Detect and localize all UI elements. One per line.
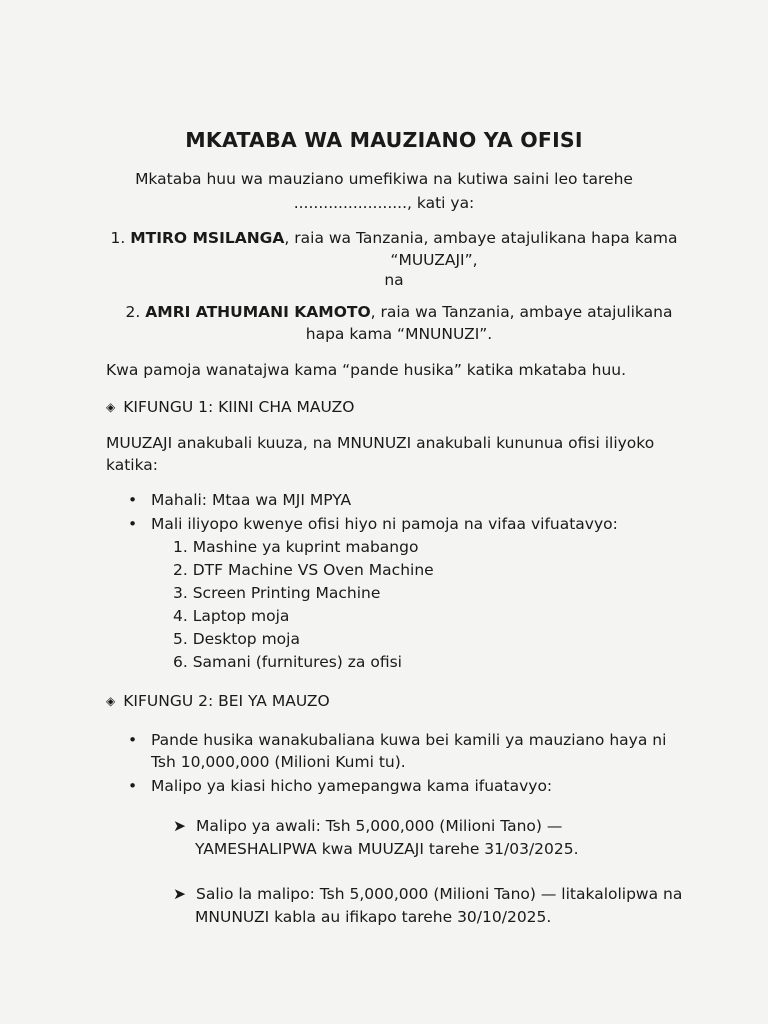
arrow-bullet-icon: ➤	[173, 885, 186, 903]
bullet-dot-icon: •	[128, 515, 138, 533]
payment-2-text: Salio la malipo: Tsh 5,000,000 (Milioni Tano) — litakalolipwa na	[196, 885, 683, 903]
arrow-bullet-icon: ➤	[173, 817, 186, 835]
clause-2-heading	[106, 692, 330, 710]
clause-1-text-line-2: katika:	[106, 456, 159, 474]
list-item: 4. Laptop moja	[173, 607, 290, 625]
party-2-text: , raia wa Tanzania, ambaye atajulikana	[370, 303, 673, 321]
clause-2-bullet-1-line-2: Tsh 10,000,000 (Milioni Kumi tu).	[151, 753, 406, 771]
party-1-number: 1.	[110, 229, 126, 247]
party-1-name: MTIRO MSILANGA	[130, 229, 285, 247]
party-1-line	[10, 229, 768, 247]
clause-1-heading-text: KIFUNGU 1: KIINI CHA MAUZO	[123, 398, 355, 416]
connector-na: na	[384, 271, 404, 289]
collective-text: Kwa pamoja wanatajwa kama “pande husika” katika mkataba huu.	[106, 361, 627, 379]
party-2-line	[15, 303, 768, 321]
list-item: 6. Samani (furnitures) za ofisi	[173, 653, 402, 671]
bullet-dot-icon: •	[128, 491, 138, 509]
clause-1-bullet-1: Mahali: Mtaa wa MJI MPYA	[151, 491, 352, 509]
bullet-dot-icon: •	[128, 777, 138, 795]
clause-1-heading	[106, 398, 354, 416]
payment-2-line-2: MNUNUZI kabla au ifikapo tarehe 30/10/2025.	[195, 908, 552, 926]
clause-2-heading-text: KIFUNGU 2: BEI YA MAUZO	[123, 692, 330, 710]
bullet-dot-icon: •	[128, 731, 138, 749]
payment-1-line-2: YAMESHALIPWA kwa MUUZAJI tarehe 31/03/2025.	[195, 840, 579, 858]
party-2-name: AMRI ATHUMANI KAMOTO	[145, 303, 371, 321]
party-1-text: , raia wa Tanzania, ambaye atajulikana hapa kama	[284, 229, 678, 247]
payment-1-text: Malipo ya awali: Tsh 5,000,000 (Milioni Tano) —	[196, 817, 563, 835]
intro-line-2: ......................., kati ya:	[293, 194, 475, 212]
clause-1-text-line-1: MUUZAJI anakubali kuuza, na MNUNUZI anakubali kununua ofisi iliyoko	[106, 434, 655, 452]
clause-2-bullet-2: Malipo ya kiasi hicho yamepangwa kama ifuatavyo:	[151, 777, 553, 795]
party-1-alias: “MUUZAJI”,	[390, 251, 478, 269]
clause-1-bullet-2: Mali iliyopo kwenye ofisi hiyo ni pamoja na vifaa vifuatavyo:	[151, 515, 618, 533]
diamond-bullet-icon: ◈	[106, 400, 116, 414]
party-2-number: 2.	[125, 303, 141, 321]
diamond-bullet-icon: ◈	[106, 694, 116, 708]
intro-line-1: Mkataba huu wa mauziano umefikiwa na kutiwa saini leo tarehe	[135, 170, 633, 188]
list-item: 5. Desktop moja	[173, 630, 300, 648]
list-item: 2. DTF Machine VS Oven Machine	[173, 561, 434, 579]
list-item: 3. Screen Printing Machine	[173, 584, 381, 602]
payment-1-line-1	[173, 817, 562, 835]
party-2-alias: hapa kama “MNUNUZI”.	[305, 325, 493, 343]
clause-2-bullet-1-line-1: Pande husika wanakubaliana kuwa bei kamili ya mauziano haya ni	[151, 731, 667, 749]
document-title: MKATABA WA MAUZIANO YA OFISI	[185, 128, 583, 152]
list-item: 1. Mashine ya kuprint mabango	[173, 538, 419, 556]
payment-2-line-1	[173, 885, 682, 903]
